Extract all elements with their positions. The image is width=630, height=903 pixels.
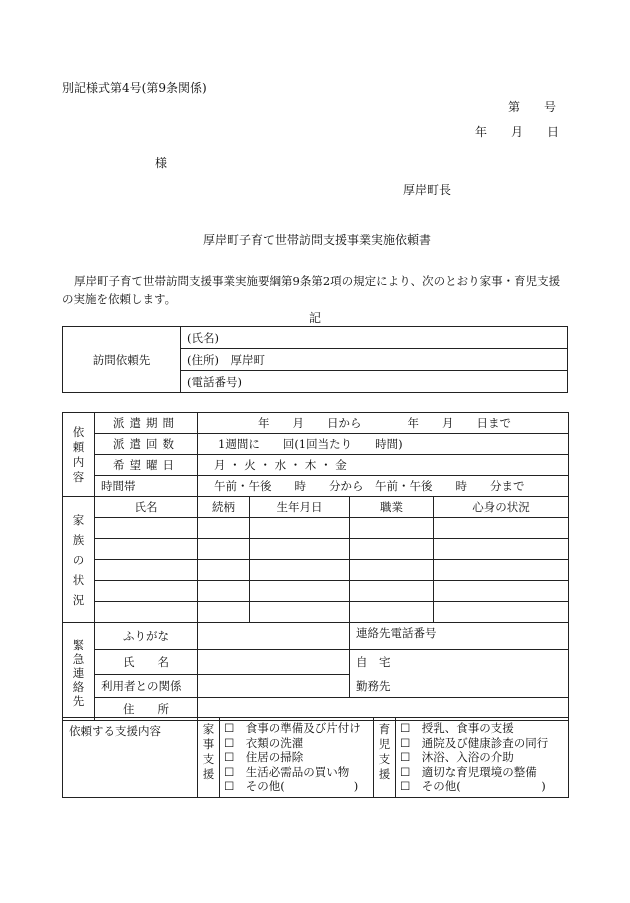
addressee-honorific: 様 — [155, 156, 168, 170]
support-label: 依頼する支援内容 — [63, 718, 198, 798]
support-table — [62, 717, 569, 798]
family-header-condition: 心身の状況 — [434, 497, 569, 518]
sender-name: 厚岸町長 — [403, 183, 452, 197]
emergency-relation-value — [198, 675, 350, 698]
childcare-item[interactable]: ☐ 沐浴、入浴の介助 — [400, 750, 514, 764]
family-row — [63, 560, 569, 581]
emergency-name-value — [198, 650, 350, 675]
dispatch-period-value: 年 月 日から 年 月 日まで — [198, 413, 569, 434]
family-header-name: 氏名 — [95, 497, 198, 518]
housework-item[interactable]: ☐ 生活必需品の買い物 — [224, 764, 350, 779]
form-id: 別記様式第4号(第9条関係) — [62, 81, 207, 95]
childcare-item[interactable]: ☐ 通院及び健康診査の同行 — [400, 735, 549, 750]
visit-name-field: (氏名) — [181, 327, 568, 349]
childcare-item[interactable]: ☐ その他( ) — [400, 779, 546, 793]
dispatch-count-label: 派遣回数 — [95, 434, 198, 455]
housework-support-label: 家 事 支 援 — [198, 718, 220, 798]
family-header-birthdate: 生年月日 — [250, 497, 350, 518]
family-row — [63, 518, 569, 539]
body-line-1: 厚岸町子育て世帯訪問支援事業実施要綱第9条第2項の規定により、次のとおり家事・育児支援 — [74, 274, 561, 288]
family-row — [63, 581, 569, 602]
time-slot-label: 時間帯 — [95, 476, 198, 497]
dispatch-period-label: 派遣期間 — [95, 413, 198, 434]
main-table — [62, 412, 569, 721]
housework-items — [220, 718, 374, 798]
childcare-items — [396, 718, 569, 798]
emergency-relation-label: 利用者との関係 — [95, 675, 198, 698]
preferred-days-label: 希望曜日 — [95, 455, 198, 476]
document-number: 第 号 — [508, 100, 557, 114]
emergency-furigana-label: ふりがな — [95, 623, 198, 650]
housework-item[interactable]: ☐ その他( ) — [224, 779, 359, 793]
childcare-item[interactable]: ☐ 授乳、食事の支援 — [400, 721, 514, 735]
emergency-furigana-value — [198, 623, 350, 650]
family-header-occupation: 職業 — [350, 497, 434, 518]
visit-table — [62, 326, 568, 393]
housework-item[interactable]: ☐ 食事の準備及び片付け — [224, 721, 361, 735]
visit-address-field: (住所) 厚岸町 — [181, 349, 568, 371]
document-title: 厚岸町子育て世帯訪問支援事業実施依頼書 — [203, 233, 432, 247]
preferred-days-value: 月 ・ 火 ・ 水 ・ 木 ・ 金 — [198, 455, 569, 476]
housework-item[interactable]: ☐ 住居の掃除 — [224, 750, 304, 764]
family-section-label: 家 族 の 状 況 — [63, 497, 95, 623]
childcare-item[interactable]: ☐ 適切な育児環境の整備 — [400, 764, 537, 779]
emergency-work-label: 勤務先 — [350, 675, 569, 698]
family-header-relation: 続柄 — [198, 497, 250, 518]
dispatch-count-value: 1週間に 回(1回当たり 時間) — [198, 434, 569, 455]
document-date: 年 月 日 — [475, 125, 560, 139]
ki-mark: 記 — [309, 311, 322, 325]
body-line-2: の実施を依頼します。 — [62, 292, 177, 306]
visit-phone-field: (電話番号) — [181, 371, 568, 393]
housework-item[interactable]: ☐ 衣類の洗濯 — [224, 735, 304, 750]
visit-label: 訪問依頼先 — [63, 327, 181, 393]
emergency-section-label: 緊 急 連 絡 先 — [63, 623, 95, 721]
emergency-phone-label: 連絡先電話番号 — [350, 623, 569, 650]
emergency-home-label: 自 宅 — [350, 650, 569, 675]
family-row — [63, 602, 569, 623]
emergency-address-label: 住 所 — [95, 698, 198, 721]
request-section-label: 依 頼 内 容 — [63, 413, 95, 497]
family-row — [63, 539, 569, 560]
time-slot-value: 午前・午後 時 分から 午前・午後 時 分まで — [198, 476, 569, 497]
childcare-support-label: 育 児 支 援 — [374, 718, 396, 798]
emergency-name-label: 氏 名 — [95, 650, 198, 675]
